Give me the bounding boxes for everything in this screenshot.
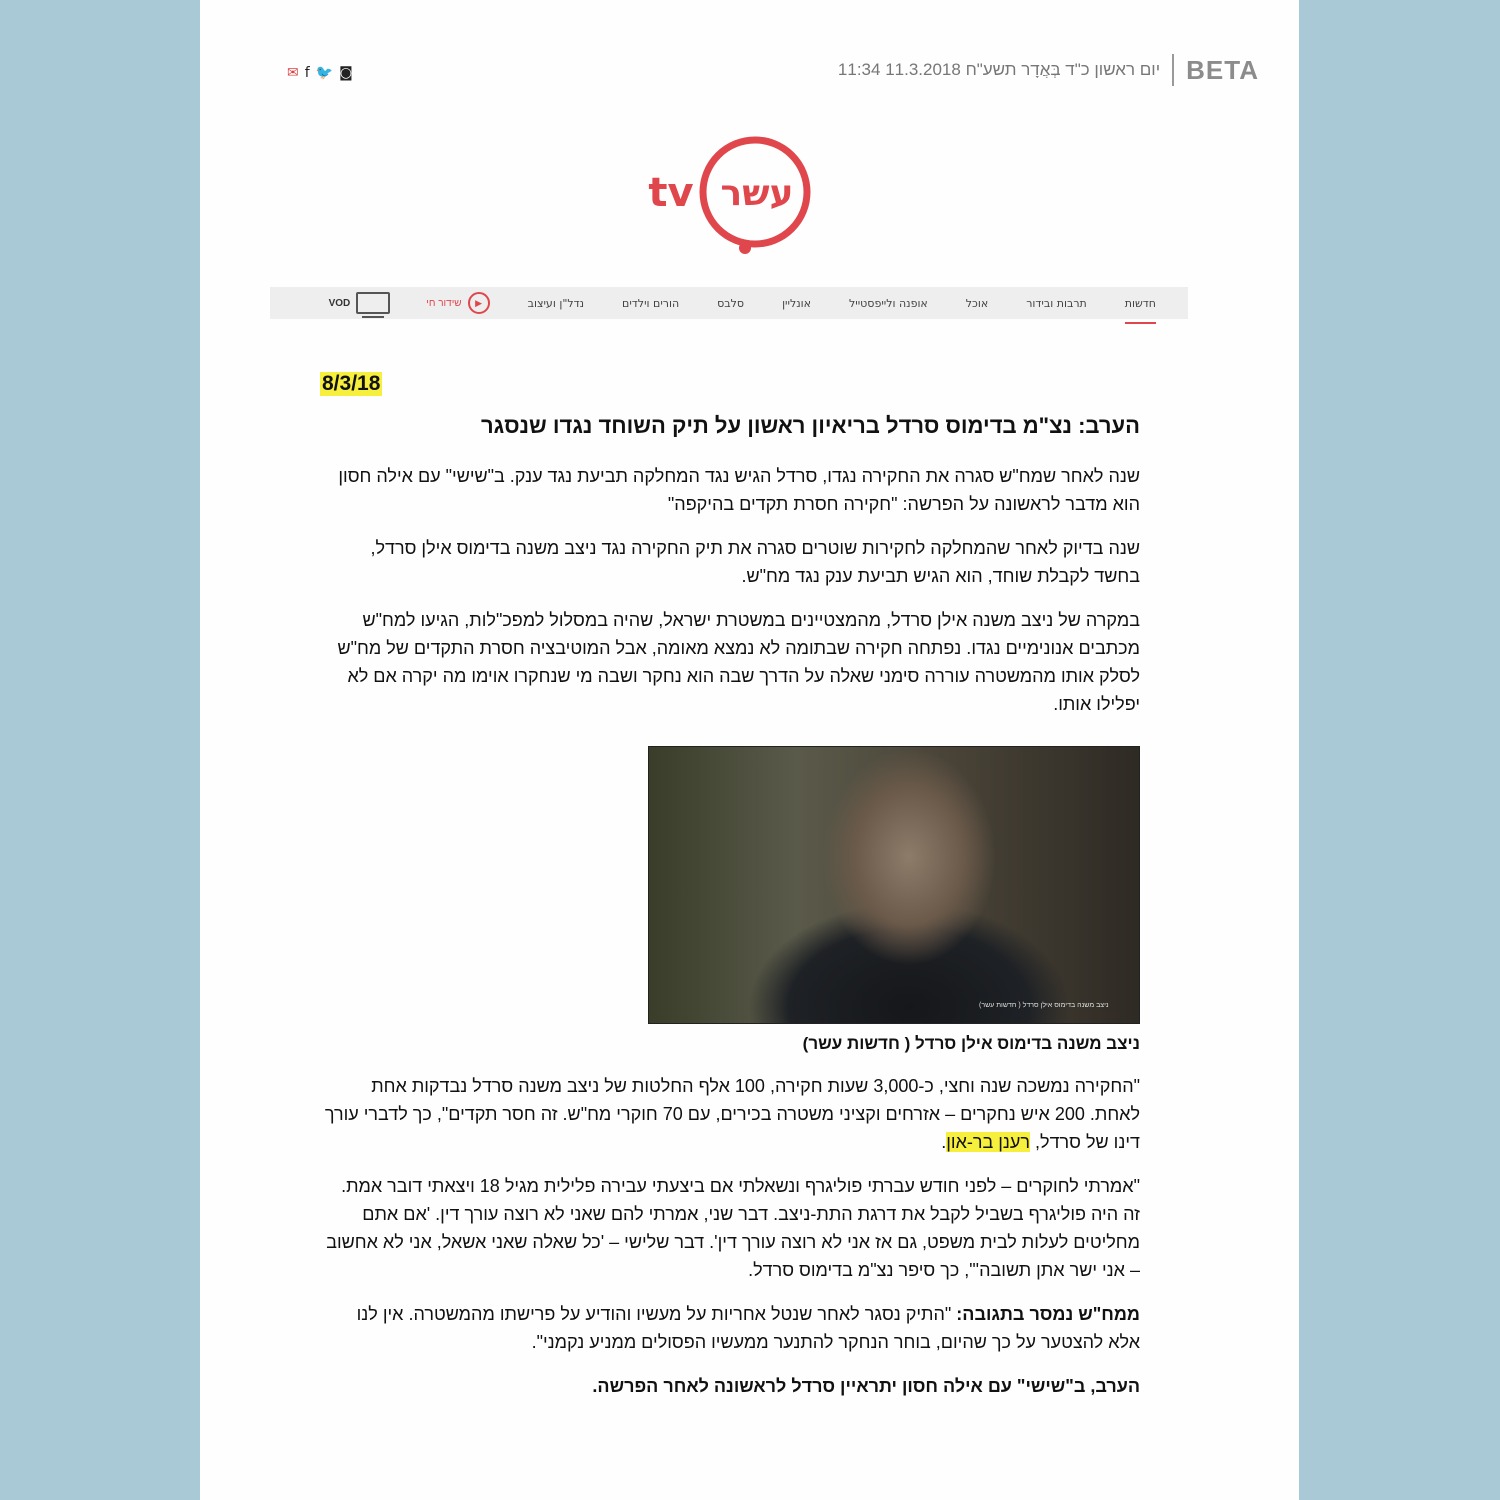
response-lead: ממח"ש נמסר בתגובה:: [956, 1304, 1140, 1324]
nav-item-news[interactable]: חדשות: [1124, 296, 1156, 310]
vod-label: VOD: [328, 297, 351, 309]
top-info: [838, 54, 1259, 86]
play-icon: ▶: [468, 292, 490, 314]
article-paragraph: [320, 1300, 1140, 1356]
nav-item-food[interactable]: אוכל: [965, 296, 989, 310]
site-logo[interactable]: [645, 130, 825, 260]
quote-text: "החקירה נמשכה שנה וחצי, כ-3,000 שעות חקירה, 100 אלף החלטות של ניצב משנה סרדל נבדקות אחת לאחת. 200 איש נחקרים – אזרחים וקציני משטרה בכירים, עם 70 חוקרי מח"ש. זה חסר תקדים", כך לדברי עורך דינו של סרדל,: [324, 1076, 1140, 1152]
tv-icon: [356, 292, 390, 314]
date-stamp: 8/3/18: [322, 372, 381, 395]
instagram-icon[interactable]: ◙: [339, 65, 353, 81]
twitter-icon[interactable]: 🐦: [315, 65, 334, 81]
article-headline: הערב: נצ"מ בדימוס סרדל בריאיון ראשון על תיק השוחד נגדו שנסגר: [480, 413, 1140, 438]
article-paragraph: [320, 1072, 1140, 1156]
article-paragraph: שנה בדיוק לאחר שהמחלקה לחקירות שוטרים סגרה את תיק החקירה נגד ניצב משנה בדימוס אילן סרדל, בחשד לקבלת שוחד, הוא הגיש תביעת ענק נגד מח"ש.: [370, 538, 1140, 586]
article-lead: שנה לאחר שמח"ש סגרה את החקירה נגדו, סרדל הגיש נגד המחלקה תביעת נגד ענק. ב"שישי" עם אילה חסון הוא מדבר לראשונה על הפרשה: "חקירה חסרת תקדים בהיקפה": [338, 466, 1140, 514]
divider: [1172, 54, 1174, 86]
live-label: שידור חי: [426, 297, 462, 309]
nav-item-fashion[interactable]: אופנה ולייפסטייל: [849, 296, 928, 310]
vod-button[interactable]: [329, 292, 391, 314]
article-paragraph: במקרה של ניצב משנה אילן סרדל, מהמצטיינים במשטרת ישראל, שהיה במסלול למפכ"לות, הגיעו למח"ש מכתבים אנונימיים נגדו. נפתחה חקירה שבתומה לא נמצא מאומה, אבל המוטיבציה חסרת התקדים של מח"ש לסלק אותו מהמשטרה עוררה סימני שאלה על הדרך שבה הוא נחקר ושבה מי שנחקרו אוימו מה יקרה אם לא יפלילו אותו.: [337, 610, 1140, 714]
nav-item-realestate[interactable]: נדל"ן ועיצוב: [527, 296, 585, 310]
response-text: "התיק נסגר לאחר שנטל אחריות על מעשיו והודיע על פרישתו מהמשטרה. אין לנו אלא להצטער על כך שהיום, בוחר הנחקר להתנער ממעשיו הפסולים ממניע נקמני".: [356, 1304, 1140, 1352]
nav-item-culture[interactable]: תרבות ובידור: [1026, 296, 1087, 310]
logo-text: עשר: [720, 173, 794, 214]
beta-label: BETA: [1186, 54, 1259, 85]
date-line: יום ראשון כ"ד בְּאֲדָר תשע"ח 11.3.2018 11:34: [837, 60, 1161, 79]
social-links: [287, 66, 353, 80]
article-photo: [648, 746, 1140, 1024]
article: [320, 410, 1140, 1418]
scanned-page: [200, 0, 1299, 1500]
main-nav: [270, 287, 1188, 319]
nav-item-celebs[interactable]: סלבס: [717, 296, 745, 310]
article-closing: הערב, ב"שישי" עם אילה חסון יתראיין סרדל לראשונה לאחר הפרשה.: [592, 1376, 1140, 1396]
article-paragraph: "אמרתי לחוקרים – לפני חודש עברתי פוליגרף ונשאלתי אם ביצעתי עבירה פלילית מגיל 18 ויצאתי דובר אמת. זה היה פוליגרף בשביל לקבל את דרגת התת-ניצב. דבר שני, אמרתי להם שאני לא רוצה עורך דין. 'אם אתם מחליטים לעלות לבית משפט, גם אז אני לא רוצה עורך דין'. דבר שלישי – 'כל שאלה שאני אשאל, אני לא אחשוב – אני ישר אתן תשובה'", כך סיפר נצ"מ בדימוס סרדל.: [326, 1176, 1140, 1280]
nav-item-online[interactable]: אונליין: [782, 296, 811, 310]
facebook-icon[interactable]: f: [304, 65, 310, 81]
nav-item-parents[interactable]: הורים וילדים: [622, 296, 680, 310]
quote-end: .: [941, 1132, 947, 1152]
photo-overlay-credit: ניצב משנה בדימוס אילן סרדל ( חדשות עשר): [979, 1002, 1109, 1009]
photo-caption: ניצב משנה בדימוס אילן סרדל ( חדשות עשר): [802, 1034, 1140, 1053]
logo-suffix: tv: [648, 170, 694, 216]
mail-icon[interactable]: ✉: [287, 65, 299, 81]
live-button[interactable]: [426, 292, 489, 314]
lawyer-name-highlight: רענן בר-און: [946, 1132, 1031, 1152]
